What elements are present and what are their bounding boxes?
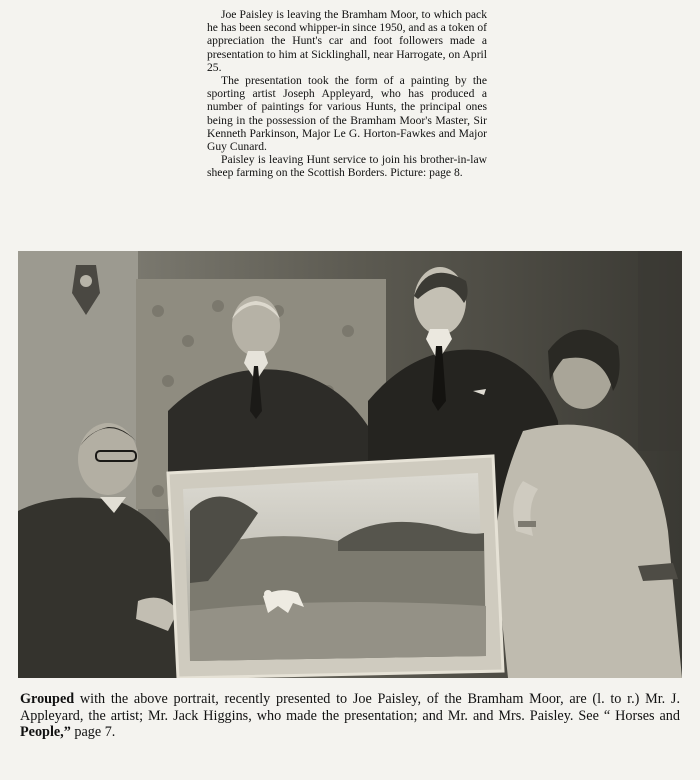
caption-bold-tail: People,” — [20, 724, 71, 741]
article-paragraph: Joe Paisley is leaving the Bramham Moor, to which pack he has been second whipper-in since 1950, and as a token of appreciation the Hunt's car and foot followers made a presentation to him at Sicklinghall, near Harrogate, on April 25. — [207, 8, 487, 74]
group-photograph — [18, 251, 682, 678]
caption-end: page 7. — [70, 724, 116, 741]
photo-caption — [20, 691, 680, 741]
caption-body: with the above portrait, recently presented to Joe Paisley, of the Bramham Moor, are (l. to r.) Mr. J. Appleyard, the artist; Mr. Jack Higgins, who made the presentation; and Mr. and Mrs. Paisley. See “ Horses and — [20, 691, 680, 724]
article-paragraph: The presentation took the form of a painting by the sporting artist Joseph Appleyard, who has produced a number of paintings for various Hunts, the principal ones being in the possession of the Bramham Moor's Master, Sir Kenneth Parkinson, Major Le G. Horton-Fawkes and Major Guy Cunard. — [207, 74, 487, 154]
article-paragraph: Paisley is leaving Hunt service to join his brother-in-law sheep farming on the Scottish Borders. Picture: page 8. — [207, 153, 487, 180]
caption-lead: Grouped — [20, 691, 75, 707]
news-article — [207, 8, 487, 180]
